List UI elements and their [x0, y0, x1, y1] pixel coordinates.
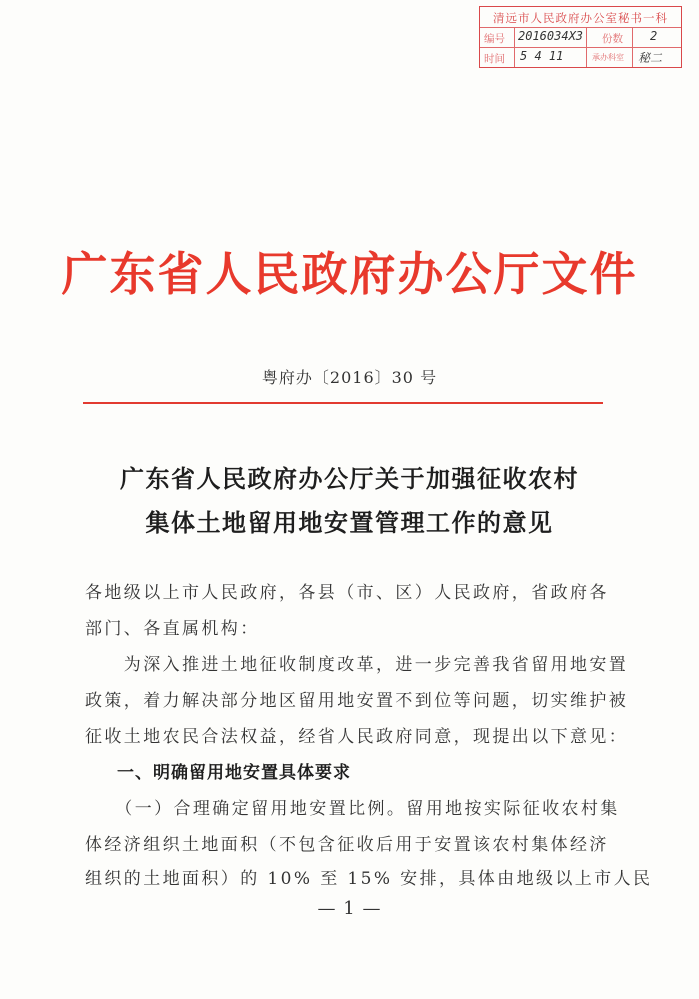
stamp-divider: [586, 27, 587, 67]
receipt-stamp: [479, 6, 682, 68]
stamp-title-row: [480, 7, 681, 28]
stamp-number-row: [480, 27, 681, 48]
stamp-handler-value: 秘二: [638, 51, 663, 65]
page-number: — 1 —: [317, 898, 382, 919]
stamp-title: 清远市人民政府办公室秘书一科: [493, 11, 668, 25]
stamp-divider: [514, 27, 515, 67]
stamp-number-label: 编号: [484, 33, 505, 45]
body-line: 组织的土地面积）的 10% 至 15% 安排，具体由地级以上市人民: [85, 869, 653, 889]
stamp-handler-label: 承办科室: [592, 53, 624, 62]
body-line: （一）合理确定留用地安置比例。留用地按实际征收农村集: [85, 799, 620, 819]
section-heading: 一、明确留用地安置具体要求: [117, 763, 351, 783]
body-line: 征收土地农民合法权益，经省人民政府同意，现提出以下意见：: [85, 727, 629, 747]
body-line: 部门、各直属机构：: [85, 619, 260, 639]
document-number: 粤府办〔2016〕30 号: [261, 368, 438, 387]
header-divider: [83, 402, 603, 404]
body-line: 各地级以上市人民政府，各县（市、区）人民政府，省政府各: [85, 583, 609, 603]
document-title-line-2: 集体土地留用地安置管理工作的意见: [145, 508, 554, 537]
body-line: 为深入推进土地征收制度改革，进一步完善我省留用地安置: [85, 655, 629, 675]
stamp-divider: [632, 27, 633, 67]
document-header-title: 广东省人民政府办公厅文件: [61, 247, 638, 301]
stamp-number-value: 2016034X3: [518, 29, 584, 43]
stamp-date-value: 5 4 11: [520, 49, 564, 63]
stamp-copies-value: 2: [650, 29, 658, 43]
body-line: 体经济组织土地面积（不包含征收后用于安置该农村集体经济: [85, 835, 609, 855]
stamp-date-label: 时间: [484, 53, 505, 65]
document-title-line-1: 广东省人民政府办公厅关于加强征收农村: [120, 464, 579, 493]
stamp-date-row: [480, 47, 681, 67]
stamp-copies-label: 份数: [602, 33, 623, 45]
body-line: 政策，着力解决部分地区留用地安置不到位等问题，切实维护被: [85, 691, 629, 711]
